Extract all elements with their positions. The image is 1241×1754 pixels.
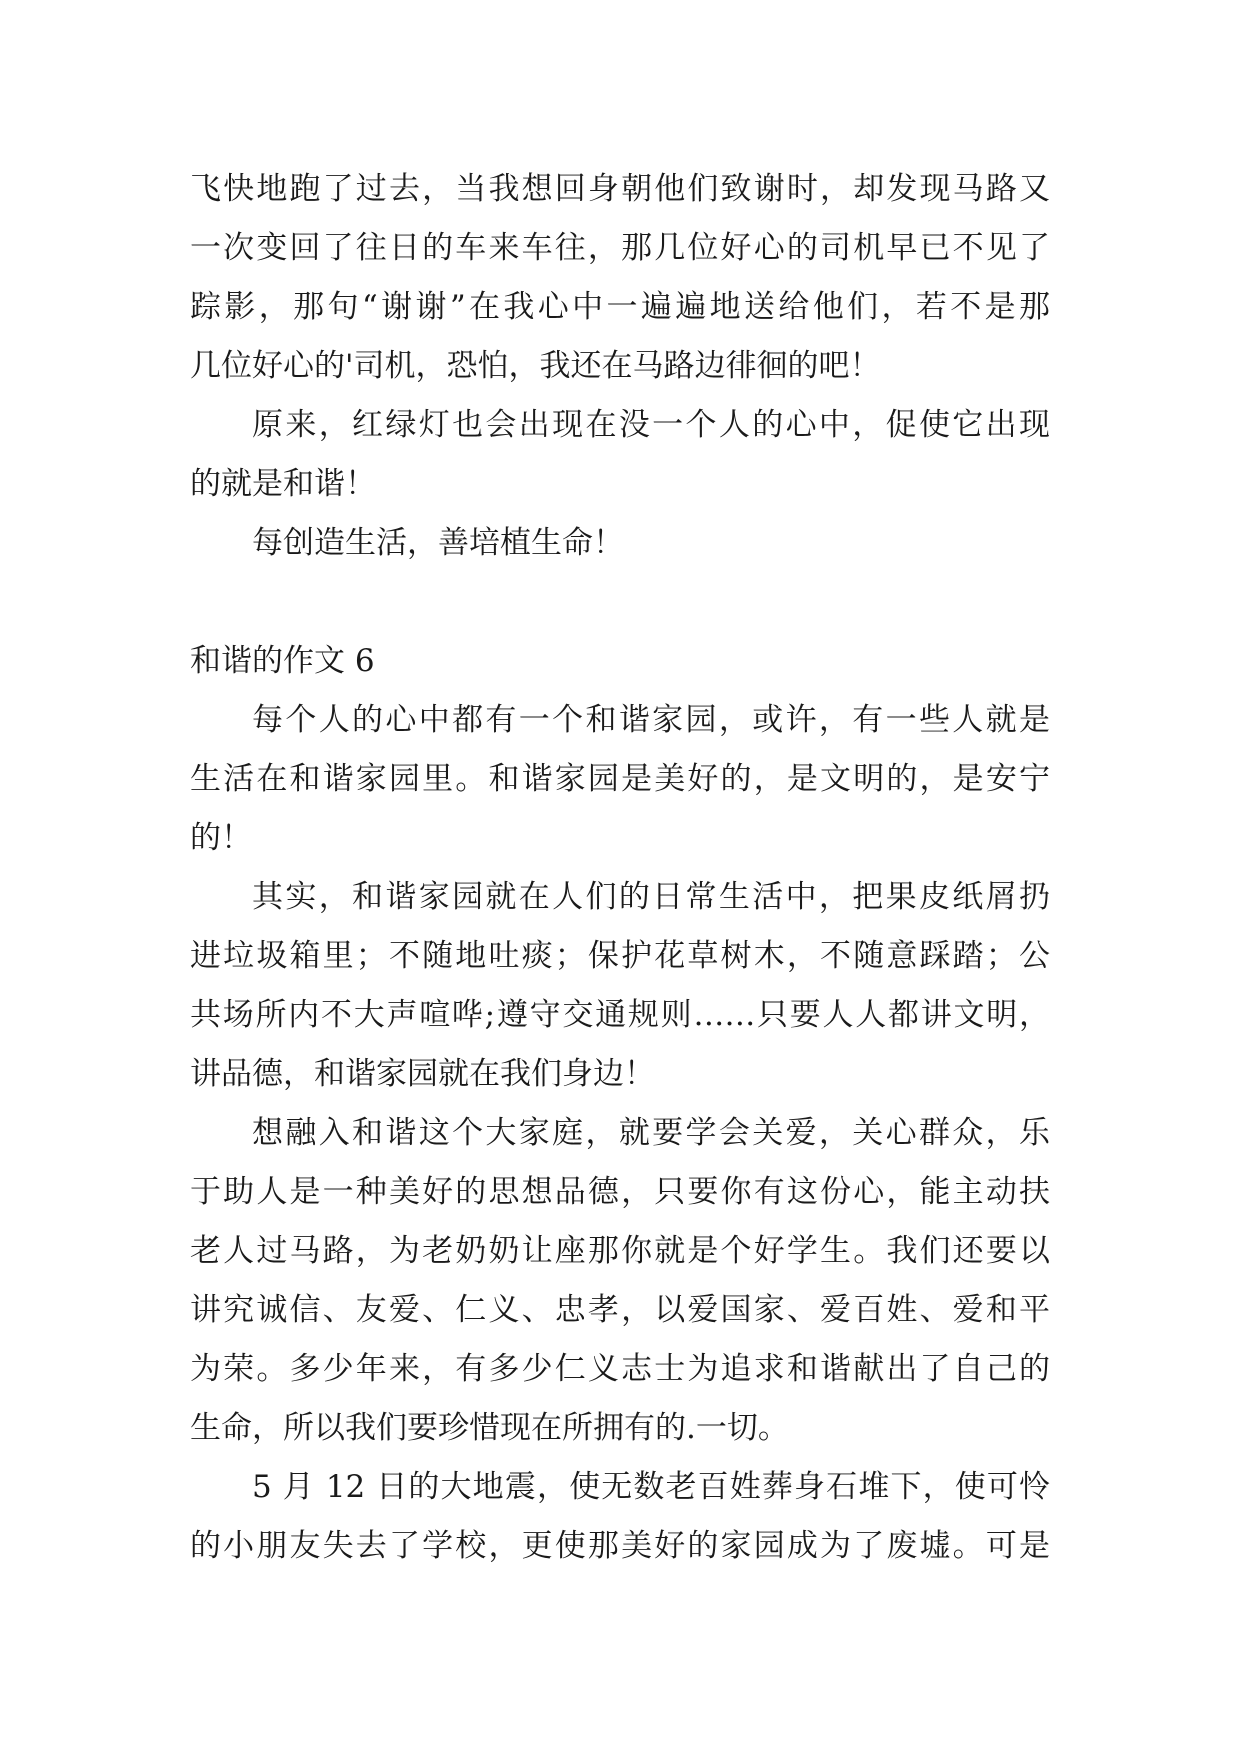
section-heading: 和谐的作文 6 [190, 643, 375, 679]
text-line: 生活在和谐家园里。和谐家园是美好的，是文明的，是安宁 [190, 761, 1050, 797]
paragraph [190, 1458, 1050, 1576]
text-line: 共场所内不大声喧哗;遵守交通规则……只要人人都讲文明， [190, 997, 1050, 1033]
paragraph [190, 1104, 1050, 1458]
text-line: 生命，所以我们要珍惜现在所拥有的.一切。 [190, 1410, 789, 1446]
text-line: 其实，和谐家园就在人们的日常生活中，把果皮纸屑扔 [252, 879, 1050, 915]
text-line: 进垃圾箱里；不随地吐痰；保护花草树木，不随意踩踏；公 [190, 938, 1050, 974]
text-line: 的小朋友失去了学校，更使那美好的家园成为了废墟。可是 [190, 1528, 1050, 1564]
paragraph [190, 396, 1050, 514]
text-line: 几位好心的'司机，恐怕，我还在马路边徘徊的吧！ [190, 348, 881, 384]
paragraph [190, 514, 1050, 573]
text-line: 于助人是一种美好的思想品德，只要你有这份心，能主动扶 [190, 1174, 1050, 1210]
text-line: 踪影，那句“谢谢”在我心中一遍遍地送给他们，若不是那 [190, 289, 1050, 325]
text-line: 每个人的心中都有一个和谐家园，或许，有一些人就是 [252, 702, 1050, 738]
text-line: 5 月 12 日的大地震，使无数老百姓葬身石堆下，使可怜 [252, 1469, 1050, 1505]
document-page [190, 160, 1050, 1576]
text-line: 的！ [190, 820, 252, 856]
text-line: 老人过马路，为老奶奶让座那你就是个好学生。我们还要以 [190, 1233, 1050, 1269]
text-line: 每创造生活，善培植生命！ [252, 525, 624, 561]
text-line: 讲品德，和谐家园就在我们身边！ [190, 1056, 655, 1092]
paragraph [190, 160, 1050, 396]
text-line: 为荣。多少年来，有多少仁义志士为追求和谐献出了自己的 [190, 1351, 1050, 1387]
text-line: 讲究诚信、友爱、仁义、忠孝，以爱国家、爱百姓、爱和平 [190, 1292, 1050, 1328]
paragraph [190, 868, 1050, 1104]
paragraph [190, 691, 1050, 868]
text-line: 的就是和谐！ [190, 466, 376, 502]
text-line: 想融入和谐这个大家庭，就要学会关爱，关心群众，乐 [252, 1115, 1050, 1151]
text-line: 一次变回了往日的车来车往，那几位好心的司机早已不见了 [190, 230, 1050, 266]
text-line: 原来，红绿灯也会出现在没一个人的心中，促使它出现 [252, 407, 1050, 443]
text-line: 飞快地跑了过去，当我想回身朝他们致谢时，却发现马路又 [190, 171, 1050, 207]
